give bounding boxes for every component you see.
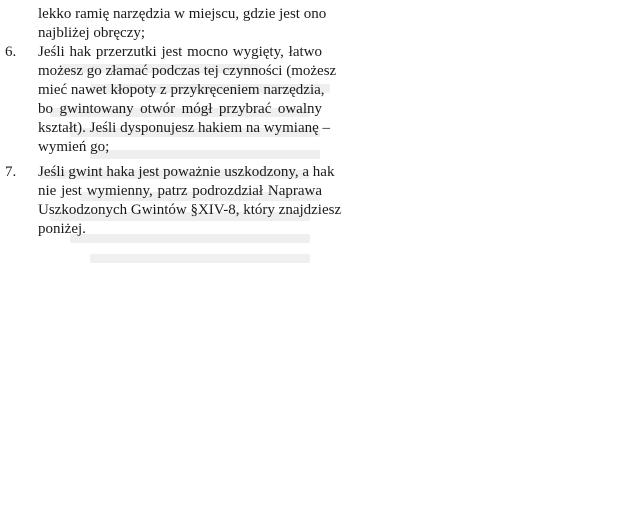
text-line: lekko ramię narzędzia w miejscu, gdzie jest ono	[38, 6, 327, 22]
text-line: Jeśli hak przerzutki jest mocno wygięty, łatwo	[38, 44, 322, 60]
text-line: wymień go;	[38, 139, 110, 155]
list-item-body	[38, 43, 337, 157]
text-line: poniżej.	[38, 221, 86, 237]
text-line: mieć nawet kłopoty z przykręceniem narzędzia,	[38, 82, 325, 98]
continued-paragraph	[38, 5, 327, 43]
list-item-number: 6.	[5, 44, 17, 60]
text-line: bo gwintowany otwór mógł przybrać owalny	[38, 101, 322, 117]
text-line: kształt). Jeśli dysponujesz hakiem na wymianę –	[38, 120, 331, 136]
text-line: Uszkodzonych Gwintów §XIV-8, który znajdziesz	[38, 202, 342, 218]
list-item-body	[38, 163, 342, 239]
list-item-number: 7.	[5, 164, 17, 180]
text-line: najbliżej obręczy;	[38, 25, 146, 41]
text-line: możesz go złamać podczas tej czynności (możesz	[38, 63, 337, 79]
text-line: nie jest wymienny, patrz podrozdział Naprawa	[38, 183, 322, 199]
text-line: Jeśli gwint haka jest poważnie uszkodzony, a hak	[38, 164, 335, 180]
